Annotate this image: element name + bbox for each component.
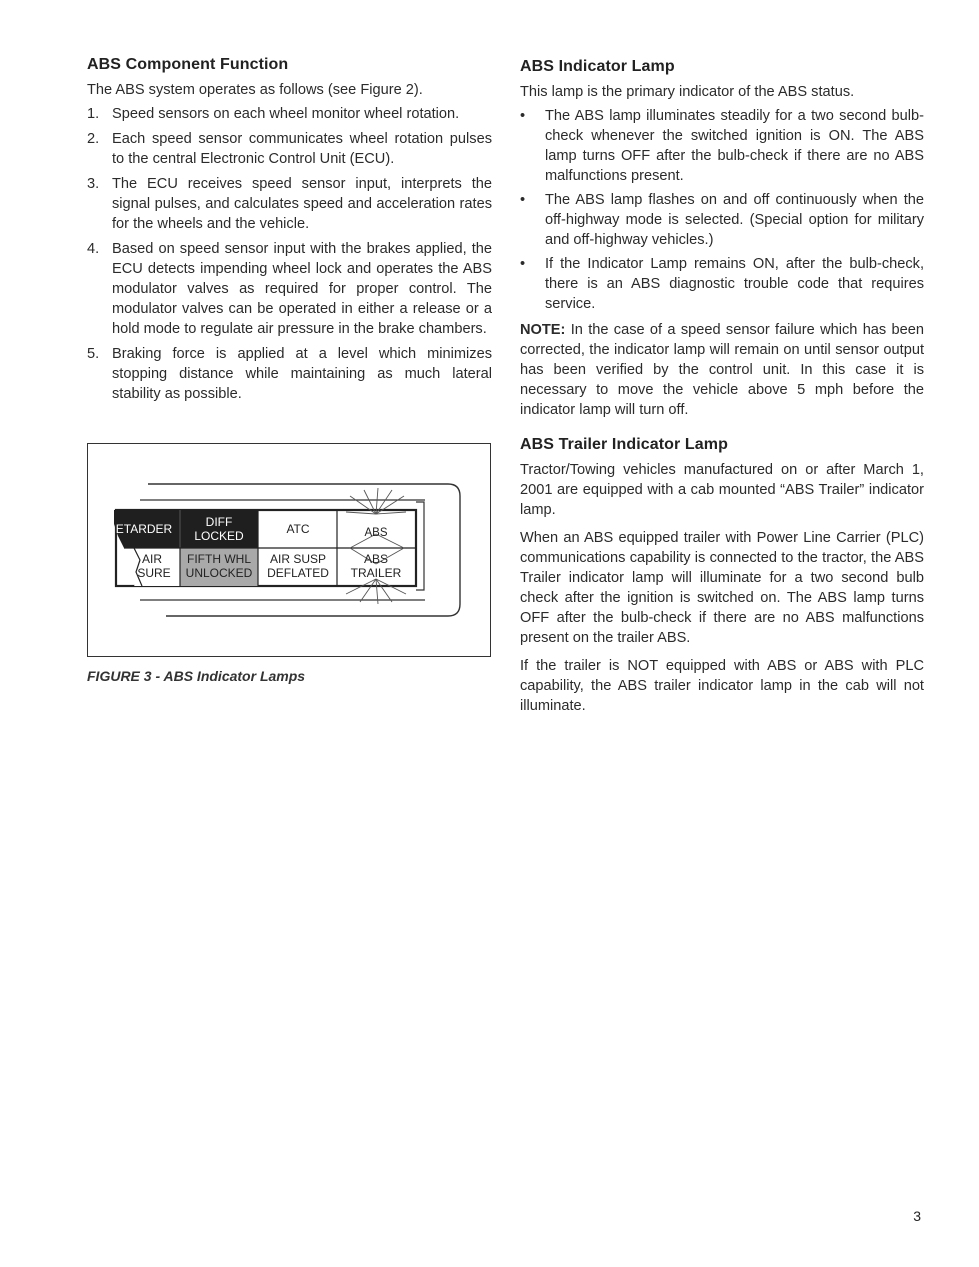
right-column	[520, 58, 924, 716]
intro-paragraph: The ABS system operates as follows (see Figure 2).	[87, 82, 423, 98]
paragraph: When an ABS equipped trailer with Power Line Carrier (PLC) communications capability is connected to the tractor, the ABS Trailer indicator lamp will illuminate for a two second bulb check after the ignition is switched on. The ABS lamp turns OFF after the bulb-check if there are no ABS malfunctions present on the trailer ABS.	[520, 530, 924, 646]
lamp-diff-label-1: DIFF	[205, 515, 233, 529]
lamp-air-susp-label-2: DEFLATED	[267, 566, 329, 580]
list-item: • The ABS lamp illuminates steadily for a two second bulb-check whenever the switched ignition is ON. The ABS lamp turns OFF after the bulb-check if there are no ABS malfunctions present.	[520, 108, 924, 184]
lamp-air-susp-label-1: AIR SUSP	[269, 552, 327, 566]
note-label: NOTE:	[520, 322, 566, 338]
list-item: 2. Each speed sensor communicates wheel rotation pulses to the central Electronic Control Unit (ECU).	[87, 131, 492, 167]
list-item: • If the Indicator Lamp remains ON, after the bulb-check, there is an ABS diagnostic trouble code that requires service.	[520, 256, 924, 312]
lamp-atc-label: ATC	[286, 522, 310, 536]
figure-abs-indicator-lamps	[87, 443, 491, 657]
list-item: • The ABS lamp flashes on and off continuously when the off-highway mode is selected. (Special option for military and off-highway vehicles.)	[520, 192, 924, 248]
section-heading-abs-trailer-indicator-lamp: ABS Trailer Indicator Lamp	[520, 436, 728, 453]
lamp-fifth-wheel-label-2: UNLOCKED	[185, 566, 253, 580]
lamp-air-label-1: AIR	[141, 552, 163, 566]
lamp-diff-label-2: LOCKED	[194, 529, 244, 543]
note-paragraph: NOTE: In the case of a speed sensor failure which has been corrected, the indicator lamp will remain on until sensor output has been verified by the control unit. In this case it is necessary to move the vehicle above 5 mph before the indicator lamp will turn off.	[520, 322, 924, 418]
bullet-list	[520, 106, 924, 314]
numbered-list	[87, 104, 492, 404]
paragraph: If the trailer is NOT equipped with ABS or ABS with PLC capability, the ABS trailer indicator lamp in the cab will not illuminate.	[520, 658, 924, 714]
lamp-abs-label: ABS	[364, 527, 388, 539]
section-heading-abs-indicator-lamp: ABS Indicator Lamp	[520, 58, 675, 75]
list-item: 1. Speed sensors on each wheel monitor wheel rotation.	[87, 106, 460, 122]
lamp-fifth-wheel-label-1: FIFTH WHL	[187, 552, 251, 566]
lamp-air-label-2: SURE	[137, 566, 171, 580]
paragraph: Tractor/Towing vehicles manufactured on or after March 1, 2001 are equipped with a cab mounted “ABS Trailer” indicator lamp.	[520, 462, 924, 518]
section-heading-abs-component-function: ABS Component Function	[87, 56, 289, 73]
list-item: 5. Braking force is applied at a level which minimizes stopping distance while maintaining as much lateral stability as possible.	[87, 346, 492, 402]
lamp-abs-trailer-label-1: ABS	[363, 552, 389, 566]
page-number: 3	[913, 1208, 921, 1224]
intro-paragraph: This lamp is the primary indicator of the ABS status.	[520, 84, 855, 100]
list-item: 3. The ECU receives speed sensor input, interprets the signal pulses, and calculates speed and acceleration rates for the wheels and the vehicle.	[87, 176, 492, 232]
indicator-panel-illustration	[88, 444, 490, 656]
figure-caption: FIGURE 3 - ABS Indicator Lamps	[87, 668, 306, 684]
lamp-retarder-label: ETARDER	[115, 522, 173, 536]
lamp-abs-trailer-label-2: TRAILER	[350, 566, 402, 580]
list-item: 4. Based on speed sensor input with the brakes applied, the ECU detects impending wheel lock and operates the ABS modulator valves as required for proper control. The modulator valves can be operated in either a release or a hold mode to regulate air pressure in the brake chambers.	[87, 241, 492, 337]
left-column	[87, 56, 492, 409]
